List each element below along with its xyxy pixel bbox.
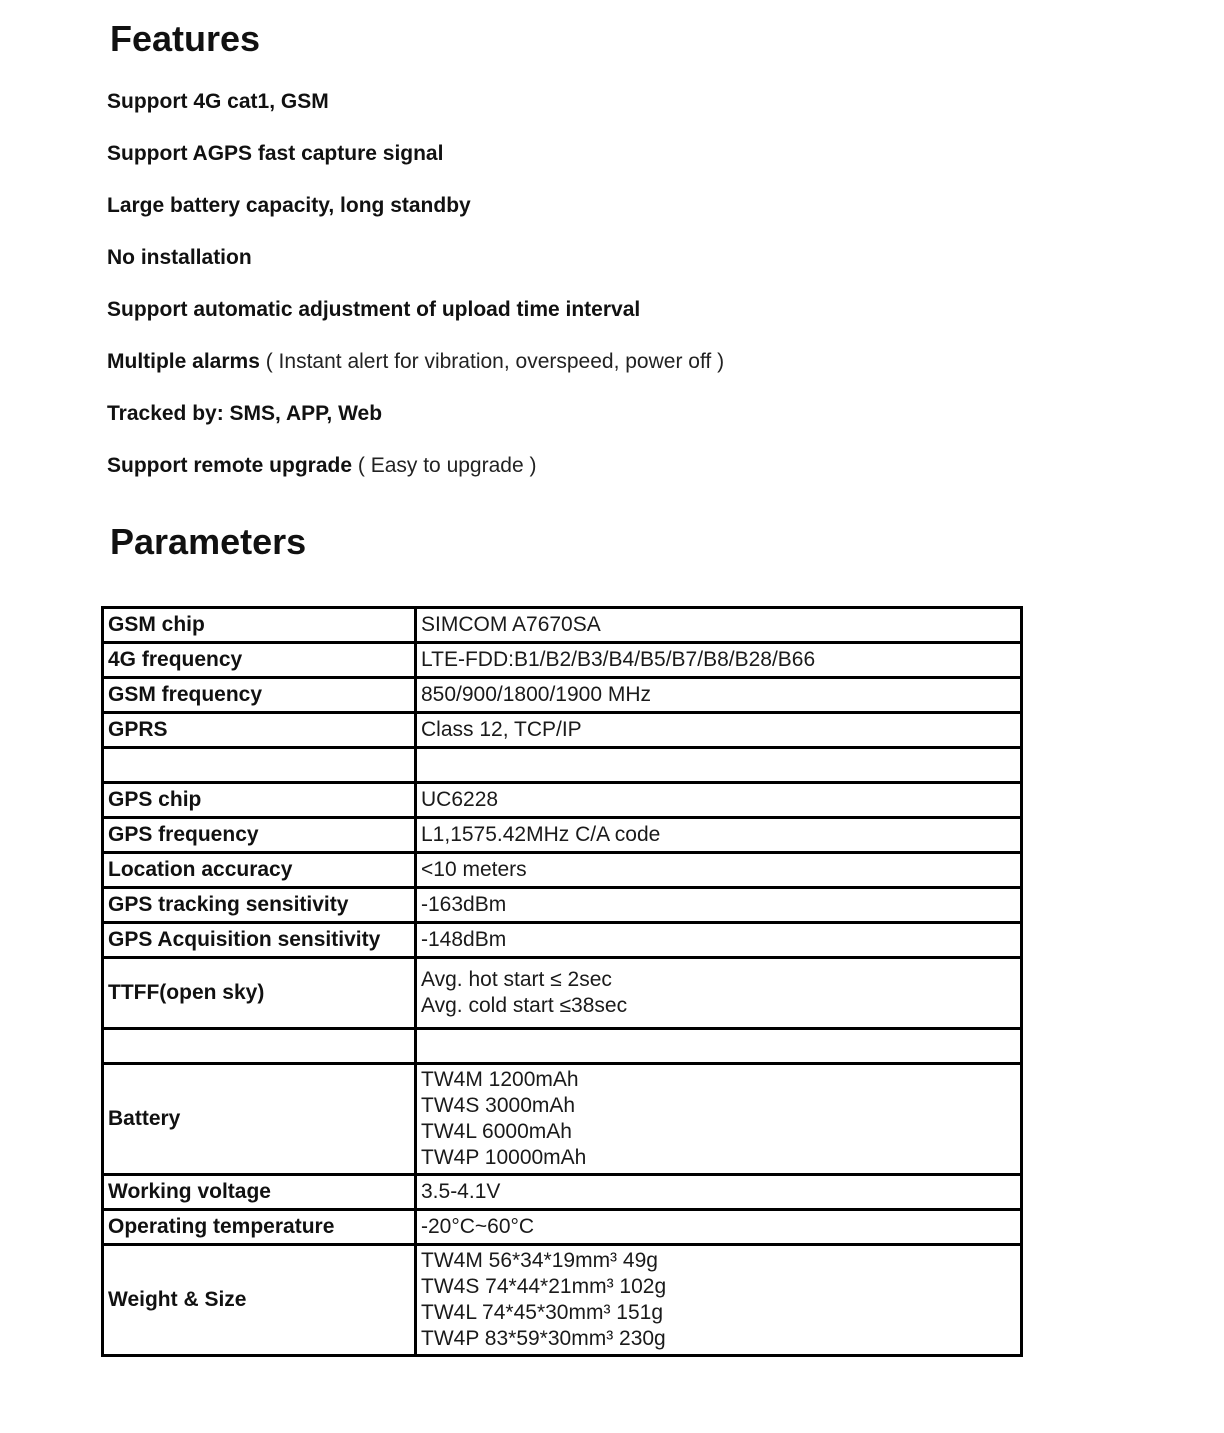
param-value: -163dBm (416, 888, 1022, 923)
table-row (103, 1245, 1022, 1356)
param-value: LTE-FDD:B1/B2/B3/B4/B5/B7/B8/B28/B66 (416, 643, 1022, 678)
param-label: GPS chip (103, 783, 416, 818)
feature-item (107, 398, 724, 450)
param-value: SIMCOM A7670SA (416, 608, 1022, 643)
feature-text: Tracked by: SMS, APP, Web (107, 402, 383, 425)
param-value: 3.5-4.1V (416, 1175, 1022, 1210)
feature-text: Support 4G cat1, GSM (107, 90, 329, 113)
param-value: UC6228 (416, 783, 1022, 818)
features-list (107, 86, 724, 502)
param-value: Class 12, TCP/IP (416, 713, 1022, 748)
parameters-table (101, 606, 1023, 1357)
param-value: L1,1575.42MHz C/A code (416, 818, 1022, 853)
table-row (103, 1210, 1022, 1245)
features-heading: Features (110, 18, 261, 59)
param-label: TTFF(open sky) (103, 958, 416, 1029)
table-row (103, 678, 1022, 713)
feature-text: Multiple alarms (107, 350, 260, 373)
feature-text: No installation (107, 246, 252, 269)
table-row (103, 958, 1022, 1029)
table-row (103, 1175, 1022, 1210)
param-value (416, 748, 1022, 783)
param-value: Avg. hot start ≤ 2sec Avg. cold start ≤38sec (416, 958, 1022, 1029)
feature-note: ( Easy to upgrade ) (357, 454, 537, 477)
table-row (103, 818, 1022, 853)
table-row (103, 888, 1022, 923)
param-label: Operating temperature (103, 1210, 416, 1245)
table-row (103, 643, 1022, 678)
feature-text: Support AGPS fast capture signal (107, 142, 444, 165)
parameters-heading: Parameters (110, 521, 307, 562)
table-row (103, 1064, 1022, 1175)
param-label: GPS frequency (103, 818, 416, 853)
param-label (103, 748, 416, 783)
param-label: GPS Acquisition sensitivity (103, 923, 416, 958)
feature-item (107, 86, 724, 138)
feature-item (107, 190, 724, 242)
table-row-spacer (103, 1029, 1022, 1064)
table-row (103, 923, 1022, 958)
param-label: GPRS (103, 713, 416, 748)
param-value: <10 meters (416, 853, 1022, 888)
param-label: GPS tracking sensitivity (103, 888, 416, 923)
feature-note: ( Instant alert for vibration, overspeed, power off ) (265, 350, 725, 373)
feature-item (107, 450, 724, 502)
table-row (103, 853, 1022, 888)
param-value: -148dBm (416, 923, 1022, 958)
param-label: 4G frequency (103, 643, 416, 678)
table-row (103, 783, 1022, 818)
feature-item (107, 242, 724, 294)
feature-text: Support automatic adjustment of upload time interval (107, 298, 641, 321)
param-value: -20°C~60°C (416, 1210, 1022, 1245)
param-value: TW4M 56*34*19mm³ 49g TW4S 74*44*21mm³ 102g TW4L 74*45*30mm³ 151g TW4P 83*59*30mm³ 230g (416, 1245, 1022, 1356)
param-value: TW4M 1200mAh TW4S 3000mAh TW4L 6000mAh TW4P 10000mAh (416, 1064, 1022, 1175)
feature-item (107, 294, 724, 346)
table-row-spacer (103, 748, 1022, 783)
feature-item (107, 346, 724, 398)
param-label: Weight & Size (103, 1245, 416, 1356)
param-label (103, 1029, 416, 1064)
feature-item (107, 138, 724, 190)
table-row (103, 713, 1022, 748)
param-value (416, 1029, 1022, 1064)
param-label: GSM chip (103, 608, 416, 643)
param-label: Location accuracy (103, 853, 416, 888)
param-value: 850/900/1800/1900 MHz (416, 678, 1022, 713)
param-label: GSM frequency (103, 678, 416, 713)
param-label: Battery (103, 1064, 416, 1175)
feature-text: Support remote upgrade (107, 454, 353, 477)
param-label: Working voltage (103, 1175, 416, 1210)
feature-text: Large battery capacity, long standby (107, 194, 471, 217)
table-row (103, 608, 1022, 643)
